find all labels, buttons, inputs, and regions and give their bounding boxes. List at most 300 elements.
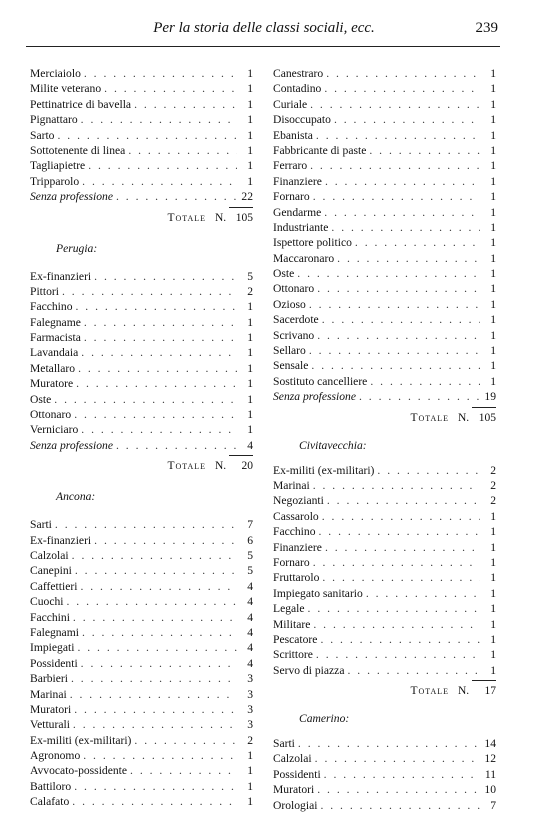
- dot-leader: [313, 128, 480, 143]
- occupation-name: Orologiai: [273, 798, 318, 812]
- occupation-name: Facchini: [30, 610, 70, 624]
- dot-leader: [69, 548, 237, 563]
- dot-leader: [314, 281, 480, 296]
- table-row: [30, 733, 253, 748]
- dot-leader: [54, 128, 237, 143]
- occupation-name: Curiale: [273, 97, 308, 111]
- dot-leader: [319, 509, 480, 524]
- occupation-name: Tagliapietre: [30, 159, 86, 173]
- occupation-count: 1: [490, 509, 496, 523]
- table-row: [273, 66, 496, 81]
- dot-leader: [305, 601, 480, 616]
- occupation-count: 1: [247, 82, 253, 96]
- total-n: N.: [457, 411, 470, 424]
- occupation-name: Negozianti: [273, 494, 324, 508]
- occupation-name: Senza professione: [30, 438, 113, 452]
- section-title-ancona: Ancona:: [56, 490, 96, 504]
- dot-leader: [78, 656, 237, 671]
- occupation-count: 2: [490, 494, 496, 508]
- occupation-name: Fornaro: [273, 190, 310, 204]
- occupation-count: 3: [247, 702, 253, 716]
- dot-leader: [79, 625, 237, 640]
- occupation-count: 1: [490, 374, 496, 388]
- table-row: [30, 594, 253, 609]
- table-row: [273, 509, 496, 524]
- table-row: [30, 407, 253, 422]
- dot-leader: [307, 158, 480, 173]
- occupation-count: 1: [490, 67, 496, 80]
- table-row: [30, 143, 253, 158]
- occupation-count: 2: [247, 733, 253, 747]
- dot-leader: [113, 438, 237, 453]
- occupation-name: Vetturali: [30, 718, 70, 732]
- table-row: [30, 361, 253, 376]
- occupation-name: Muratori: [273, 783, 315, 797]
- header-rule: [26, 46, 500, 47]
- total-rule: [229, 207, 253, 208]
- occupation-name: Calafato: [30, 795, 70, 809]
- occupation-count: 1: [247, 764, 253, 778]
- table-row: [30, 517, 253, 532]
- occupation-count: 1: [490, 205, 496, 219]
- table-row: [273, 174, 496, 189]
- dot-leader: [127, 763, 237, 778]
- occupation-count: 1: [490, 344, 496, 358]
- occupation-count: 2: [247, 284, 253, 298]
- table-row: [273, 647, 496, 662]
- occupation-count: 1: [247, 346, 253, 360]
- occupation-name: Sensale: [273, 359, 309, 373]
- occupation-count: 1: [490, 663, 496, 677]
- table-row: [273, 220, 496, 235]
- occupation-count: 1: [490, 602, 496, 616]
- table-row: [273, 312, 496, 327]
- occupation-name: Pignattaro: [30, 113, 78, 127]
- table-row: [30, 158, 253, 173]
- civitavecchia-total: [273, 680, 496, 702]
- occupation-count: 22: [241, 190, 253, 204]
- dot-leader: [59, 284, 237, 299]
- right-column: [273, 66, 496, 813]
- perugia-total: [30, 455, 253, 477]
- table-row: [30, 97, 253, 112]
- occupation-name: Pescatore: [273, 632, 318, 646]
- total-n: N.: [457, 685, 470, 698]
- occupation-name: Sellaro: [273, 344, 306, 358]
- occupation-name: Canestraro: [273, 67, 324, 80]
- dot-leader: [334, 251, 480, 266]
- dot-leader: [78, 422, 237, 437]
- table-row: [30, 548, 253, 563]
- occupation-name: Facchino: [30, 300, 73, 314]
- dot-leader: [51, 392, 237, 407]
- table-row: [273, 663, 496, 678]
- dot-leader: [68, 671, 237, 686]
- dot-leader: [64, 594, 238, 609]
- camerino-list: [273, 736, 496, 813]
- occupation-count: 1: [490, 632, 496, 646]
- occupation-name: Ex-finanzieri: [30, 533, 92, 547]
- occupation-name: Sostituto cancelliere: [273, 374, 368, 388]
- occupation-name: Verniciaro: [30, 423, 79, 437]
- occupation-count: 4: [247, 641, 253, 655]
- occupation-count: 14: [484, 737, 496, 751]
- dot-leader: [91, 533, 237, 548]
- dot-leader: [366, 143, 480, 158]
- occupation-count: 1: [247, 779, 253, 793]
- occupation-name: Senza professione: [273, 390, 356, 404]
- occupation-name: Sarto: [30, 128, 55, 142]
- occupation-count: 4: [247, 625, 253, 639]
- occupation-count: 5: [247, 269, 253, 283]
- occupation-count: 1: [490, 113, 496, 127]
- occupation-count: 2: [490, 463, 496, 477]
- table-row: [30, 81, 253, 96]
- dot-leader: [323, 66, 480, 81]
- dot-leader: [81, 330, 237, 345]
- occupation-name: Avvocato-possidente: [30, 764, 128, 778]
- occupation-count: 1: [490, 174, 496, 188]
- right-top-list: [273, 66, 496, 405]
- occupation-count: 5: [247, 548, 253, 562]
- dot-leader: [70, 717, 237, 732]
- dot-leader: [79, 174, 237, 189]
- occupation-count: 1: [490, 586, 496, 600]
- occupation-name: Gendarme: [273, 205, 322, 219]
- table-row: [30, 330, 253, 345]
- table-row: [30, 748, 253, 763]
- dot-leader: [306, 297, 480, 312]
- dot-leader: [78, 112, 237, 127]
- occupation-count: 1: [247, 408, 253, 422]
- table-row: [273, 205, 496, 220]
- occupation-count: 4: [247, 438, 253, 452]
- occupation-name: Muratore: [30, 377, 74, 391]
- occupation-name: Cuochi: [30, 595, 64, 609]
- occupation-count: 4: [247, 656, 253, 670]
- table-row: [273, 751, 496, 766]
- occupation-name: Fruttarolo: [273, 571, 320, 585]
- occupation-count: 1: [490, 236, 496, 250]
- occupation-name: Contadino: [273, 82, 322, 96]
- table-row: [30, 687, 253, 702]
- occupation-name: Servo di piazza: [273, 663, 345, 677]
- occupation-name: Ispettore politico: [273, 236, 352, 250]
- occupation-name: Calzolai: [273, 752, 312, 766]
- dot-leader: [317, 632, 480, 647]
- table-row: [273, 570, 496, 585]
- table-row: [273, 343, 496, 358]
- occupation-name: Fornaro: [273, 555, 310, 569]
- occupation-count: 3: [247, 718, 253, 732]
- occupation-name: Sacerdote: [273, 313, 319, 327]
- dot-leader: [71, 779, 237, 794]
- civitavecchia-list: [273, 463, 496, 678]
- occupation-count: 1: [247, 159, 253, 173]
- dot-leader: [328, 220, 480, 235]
- dot-leader: [80, 748, 237, 763]
- occupation-count: 1: [490, 328, 496, 342]
- table-row: [30, 392, 253, 407]
- occupation-name: Ex-finanzieri: [30, 269, 92, 283]
- occupation-name: Caffettieri: [30, 579, 78, 593]
- total-label: Totale: [167, 211, 207, 224]
- table-row: [30, 128, 253, 143]
- table-row: [273, 493, 496, 508]
- table-row: [273, 478, 496, 493]
- dot-leader: [85, 158, 237, 173]
- occupation-count: 1: [490, 128, 496, 142]
- occupation-name: Possidenti: [30, 656, 78, 670]
- occupation-count: 1: [490, 540, 496, 554]
- occupation-count: 1: [247, 377, 253, 391]
- table-row: [273, 540, 496, 555]
- dot-leader: [71, 407, 237, 422]
- occupation-count: 5: [247, 564, 253, 578]
- occupation-count: 1: [490, 251, 496, 265]
- left-top-list: [30, 66, 253, 205]
- occupation-count: 1: [247, 361, 253, 375]
- occupation-count: 1: [490, 220, 496, 234]
- occupation-count: 7: [247, 518, 253, 532]
- section-title-perugia: Perugia:: [56, 241, 98, 255]
- occupation-name: Ferraro: [273, 159, 308, 173]
- table-row: [30, 610, 253, 625]
- table-row: [273, 767, 496, 782]
- occupation-count: 3: [247, 687, 253, 701]
- table-row: [273, 358, 496, 373]
- section-title-civitavecchia: Civitavecchia:: [299, 438, 367, 452]
- occupation-count: 1: [247, 97, 253, 111]
- dot-leader: [312, 751, 480, 766]
- occupation-name: Ozioso: [273, 297, 306, 311]
- occupation-name: Battiloro: [30, 779, 72, 793]
- right-top-total: [273, 407, 496, 429]
- table-row: [30, 269, 253, 284]
- dot-leader: [73, 299, 238, 314]
- table-row: [273, 281, 496, 296]
- table-row: [30, 189, 253, 204]
- occupation-count: 1: [490, 267, 496, 281]
- dot-leader: [374, 463, 480, 478]
- occupation-name: Ottonaro: [273, 282, 315, 296]
- dot-leader: [321, 205, 480, 220]
- occupation-count: 1: [490, 571, 496, 585]
- perugia-list: [30, 269, 253, 454]
- dot-leader: [356, 389, 480, 404]
- table-row: [273, 798, 496, 813]
- occupation-count: 1: [247, 113, 253, 127]
- occupation-count: 2: [490, 478, 496, 492]
- occupation-name: Falegname: [30, 315, 81, 329]
- occupation-name: Impiegati: [30, 641, 75, 655]
- occupation-count: 11: [484, 767, 496, 781]
- table-row: [30, 702, 253, 717]
- dot-leader: [77, 579, 237, 594]
- occupation-name: Lavandaia: [30, 346, 79, 360]
- dot-leader: [367, 374, 480, 389]
- total-rule: [472, 407, 496, 408]
- occupation-name: Militare: [273, 617, 311, 631]
- table-row: [30, 112, 253, 127]
- occupation-name: Ex-militi (ex-militari): [273, 463, 375, 477]
- table-row: [273, 463, 496, 478]
- total-value: 20: [241, 460, 253, 473]
- dot-leader: [307, 97, 480, 112]
- occupation-name: Pettinatrice di bavella: [30, 97, 132, 111]
- dot-leader: [322, 174, 480, 189]
- dot-leader: [81, 66, 237, 81]
- dot-leader: [310, 189, 480, 204]
- table-row: [273, 374, 496, 389]
- occupation-count: 1: [247, 174, 253, 188]
- left-column: [30, 66, 253, 810]
- occupation-name: Calzolai: [30, 548, 69, 562]
- occupation-count: 1: [490, 82, 496, 96]
- table-row: [30, 656, 253, 671]
- table-row: [273, 328, 496, 343]
- table-row: [30, 376, 253, 391]
- dot-leader: [69, 794, 237, 809]
- dot-leader: [294, 266, 480, 281]
- dot-leader: [91, 269, 237, 284]
- dot-leader: [322, 540, 480, 555]
- table-row: [30, 533, 253, 548]
- dot-leader: [352, 235, 480, 250]
- occupation-count: 10: [484, 783, 496, 797]
- dot-leader: [125, 143, 237, 158]
- table-row: [30, 625, 253, 640]
- occupation-name: Ex-militi (ex-militari): [30, 733, 132, 747]
- occupation-name: Maccaronaro: [273, 251, 335, 265]
- occupation-name: Oste: [30, 392, 52, 406]
- occupation-name: Sarti: [30, 518, 52, 532]
- ancona-list: [30, 517, 253, 809]
- occupation-name: Possidenti: [273, 767, 321, 781]
- occupation-name: Impiegato sanitario: [273, 586, 363, 600]
- dot-leader: [317, 798, 480, 813]
- table-row: [273, 235, 496, 250]
- total-value: 105: [235, 211, 253, 224]
- dot-leader: [319, 312, 480, 327]
- table-row: [273, 97, 496, 112]
- table-row: [30, 315, 253, 330]
- dot-leader: [73, 376, 237, 391]
- table-row: [273, 601, 496, 616]
- dot-leader: [52, 517, 237, 532]
- occupation-count: 1: [247, 300, 253, 314]
- occupation-name: Marinai: [30, 687, 67, 701]
- dot-leader: [308, 358, 480, 373]
- table-row: [30, 345, 253, 360]
- table-row: [30, 640, 253, 655]
- occupation-count: 1: [247, 143, 253, 157]
- total-n: N.: [214, 460, 227, 473]
- occupation-count: 4: [247, 579, 253, 593]
- occupation-name: Cassarolo: [273, 509, 319, 523]
- occupation-count: 1: [490, 190, 496, 204]
- page-header: [30, 20, 498, 48]
- table-row: [273, 251, 496, 266]
- occupation-name: Scrivano: [273, 328, 315, 342]
- table-row: [273, 128, 496, 143]
- table-row: [30, 438, 253, 453]
- occupation-name: Industriante: [273, 220, 329, 234]
- occupation-name: Canepini: [30, 564, 72, 578]
- occupation-name: Fabbricante di paste: [273, 143, 367, 157]
- dot-leader: [75, 361, 237, 376]
- table-row: [30, 779, 253, 794]
- occupation-count: 1: [247, 315, 253, 329]
- section-title-camerino: Camerino:: [299, 712, 350, 726]
- occupation-count: 7: [490, 798, 496, 812]
- occupation-count: 1: [490, 97, 496, 111]
- table-row: [273, 555, 496, 570]
- table-row: [273, 389, 496, 404]
- dot-leader: [331, 112, 480, 127]
- total-value: 105: [478, 411, 496, 424]
- occupation-count: 1: [490, 282, 496, 296]
- occupation-count: 19: [484, 390, 496, 404]
- total-label: Totale: [410, 685, 450, 698]
- dot-leader: [71, 702, 237, 717]
- total-rule: [472, 680, 496, 681]
- dot-leader: [310, 555, 480, 570]
- dot-leader: [113, 189, 237, 204]
- table-row: [273, 297, 496, 312]
- table-row: [30, 794, 253, 809]
- dot-leader: [344, 663, 480, 678]
- dot-leader: [316, 524, 481, 539]
- table-row: [30, 299, 253, 314]
- occupation-count: 1: [490, 555, 496, 569]
- table-row: [273, 112, 496, 127]
- dot-leader: [306, 343, 480, 358]
- occupation-count: 1: [490, 359, 496, 373]
- page-number: 239: [475, 20, 498, 36]
- table-row: [30, 284, 253, 299]
- table-row: [273, 782, 496, 797]
- occupation-name: Barbieri: [30, 672, 68, 686]
- occupation-count: 1: [490, 617, 496, 631]
- table-row: [273, 524, 496, 539]
- occupation-name: Falegnami: [30, 625, 79, 639]
- dot-leader: [324, 493, 480, 508]
- dot-leader: [101, 81, 237, 96]
- table-row: [273, 189, 496, 204]
- occupation-name: Finanziere: [273, 174, 322, 188]
- table-row: [30, 671, 253, 686]
- dot-leader: [314, 328, 480, 343]
- table-row: [30, 579, 253, 594]
- occupation-count: 1: [247, 331, 253, 345]
- table-row: [30, 763, 253, 778]
- dot-leader: [67, 687, 237, 702]
- occupation-name: Tripparolo: [30, 174, 80, 188]
- dot-leader: [310, 478, 480, 493]
- occupation-name: Agronomo: [30, 749, 81, 763]
- occupation-name: Metallaro: [30, 361, 76, 375]
- occupation-name: Facchino: [273, 525, 316, 539]
- dot-leader: [313, 647, 480, 662]
- left-top-total: [30, 207, 253, 229]
- occupation-name: Disoccupato: [273, 113, 331, 127]
- occupation-name: Milite veterano: [30, 82, 102, 96]
- occupation-count: 6: [247, 533, 253, 547]
- occupation-name: Oste: [273, 267, 295, 281]
- occupation-name: Ottonaro: [30, 408, 72, 422]
- table-row: [30, 174, 253, 189]
